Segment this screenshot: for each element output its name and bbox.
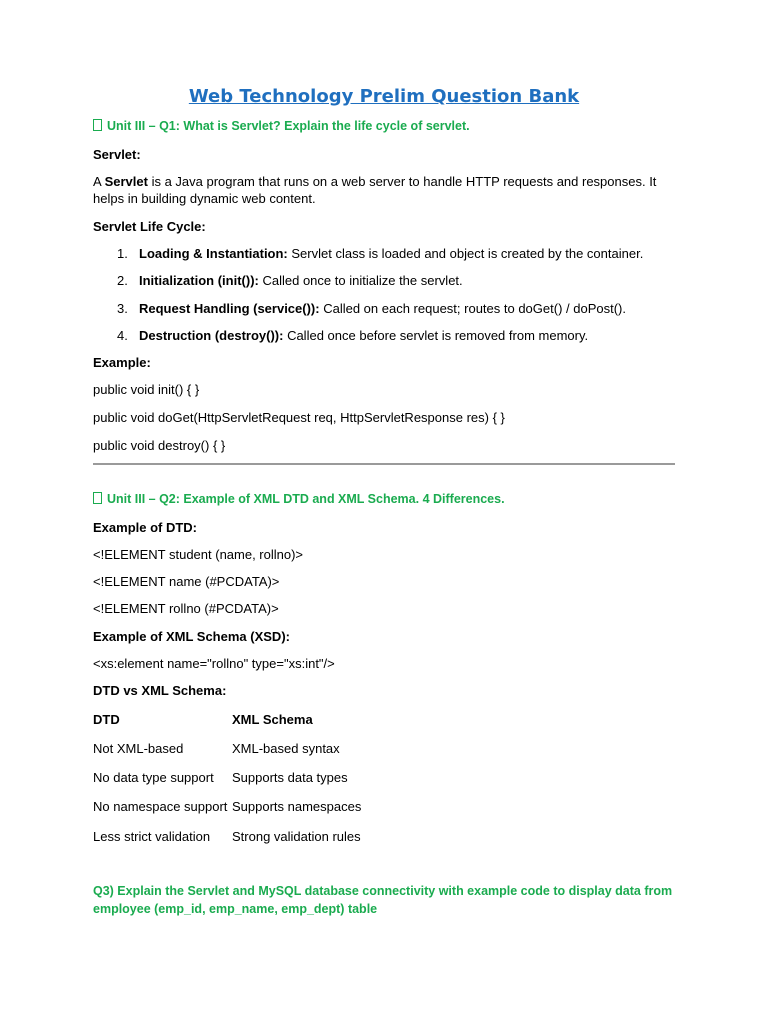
code-line: public void doGet(HttpServletRequest req, HttpServletResponse res) { }: [93, 410, 505, 425]
table-cell: Supports data types: [232, 770, 348, 785]
lifecycle-heading: Servlet Life Cycle:: [93, 219, 206, 234]
dtd-heading: Example of DTD:: [93, 520, 198, 535]
servlet-definition-line-2: helps in building dynamic web content.: [93, 191, 316, 206]
lifecycle-step: [117, 272, 463, 289]
example-heading: Example:: [93, 355, 151, 370]
step-desc: Called on each request; routes to doGet() / doPost().: [319, 301, 626, 316]
lifecycle-step: [117, 245, 643, 262]
lifecycle-step: [117, 300, 626, 317]
step-number: 3.: [117, 301, 128, 316]
step-number: 4.: [117, 328, 128, 343]
step-desc: Called once to initialize the servlet.: [258, 273, 463, 288]
table-cell: Supports namespaces: [232, 799, 362, 814]
servlet-heading: Servlet:: [93, 147, 141, 162]
lifecycle-step: [117, 327, 588, 344]
step-desc: Called once before servlet is removed from memory.: [283, 328, 589, 343]
table-header-xsd: XML Schema: [232, 712, 313, 727]
table-cell: XML-based syntax: [232, 741, 340, 756]
q2-heading-text: Unit III – Q2: Example of XML DTD and XML Schema. 4 Differences.: [107, 492, 505, 506]
step-number: 1.: [117, 246, 128, 261]
step-term: Request Handling (service()):: [139, 301, 320, 316]
step-term: Loading & Instantiation:: [139, 246, 288, 261]
code-line: public void destroy() { }: [93, 438, 226, 453]
q1-heading: [93, 118, 470, 135]
dtd-code-line: <!ELEMENT name (#PCDATA)>: [93, 574, 280, 589]
xsd-heading: Example of XML Schema (XSD):: [93, 629, 290, 644]
step-desc: Servlet class is loaded and object is created by the container.: [287, 246, 644, 261]
step-term: Destruction (destroy()):: [139, 328, 284, 343]
dtd-code-line: <!ELEMENT student (name, rollno)>: [93, 547, 304, 562]
q3-heading-line-2: employee (emp_id, emp_name, emp_dept) table: [93, 902, 378, 916]
q3-heading-line-1: Q3) Explain the Servlet and MySQL database connectivity with example code to display data from: [93, 884, 673, 898]
def-rest: is a Java program that runs on a web server to handle HTTP requests and responses. It: [147, 174, 657, 189]
compare-heading: DTD vs XML Schema:: [93, 683, 227, 698]
checkbox-icon: [93, 119, 102, 131]
dtd-code-line: <!ELEMENT rollno (#PCDATA)>: [93, 601, 279, 616]
table-cell: No data type support: [93, 770, 214, 785]
def-prefix: A: [93, 174, 105, 189]
def-bold-term: Servlet: [104, 174, 148, 189]
horizontal-divider: [93, 463, 675, 465]
page-title: Web Technology Prelim Question Bank: [188, 86, 580, 107]
table-header-dtd: DTD: [93, 712, 120, 727]
code-line: public void init() { }: [93, 382, 200, 397]
table-cell: Strong validation rules: [232, 829, 361, 844]
xsd-code-line: <xs:element name="rollno" type="xs:int"/>: [93, 656, 335, 671]
checkbox-icon: [93, 492, 102, 504]
step-number: 2.: [117, 273, 128, 288]
table-cell: No namespace support: [93, 799, 228, 814]
q1-heading-text: Unit III – Q1: What is Servlet? Explain the life cycle of servlet.: [107, 119, 470, 133]
servlet-definition-line-1: [93, 173, 656, 190]
step-term: Initialization (init()):: [139, 273, 259, 288]
table-cell: Less strict validation: [93, 829, 211, 844]
q2-heading: [93, 491, 505, 508]
table-cell: Not XML-based: [93, 741, 184, 756]
